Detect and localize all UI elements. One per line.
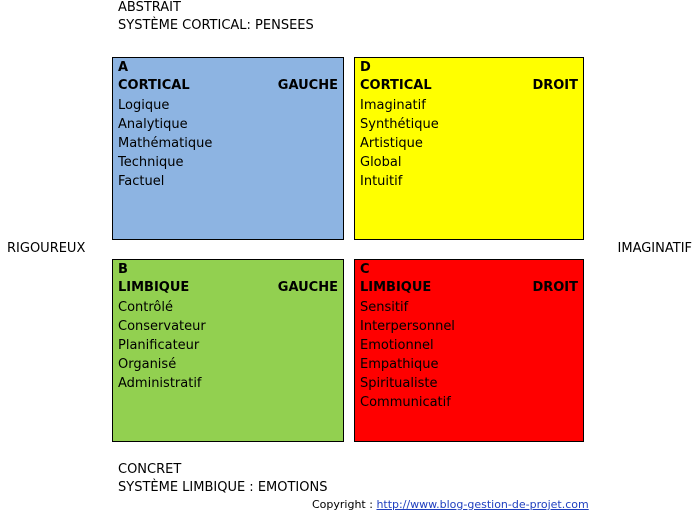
list-item: Global [360, 155, 402, 170]
left-axis-label: RIGOUREUX [7, 241, 86, 256]
quadrant-items [360, 298, 578, 412]
quadrant-a [112, 57, 344, 240]
list-item: Intuitif [360, 174, 403, 189]
quadrant-header [118, 76, 338, 96]
list-item: Planificateur [118, 338, 200, 353]
quadrant-title: CORTICAL [118, 78, 190, 93]
concrete-label: CONCRET [118, 462, 182, 477]
list-item: Communicatif [360, 395, 451, 410]
quadrant-title: LIMBIQUE [360, 280, 432, 295]
quadrant-side: DROIT [532, 78, 578, 93]
list-item: Sensitif [360, 300, 409, 315]
quadrant-header [360, 278, 578, 298]
right-axis-label: IMAGINATIF [617, 241, 692, 256]
bottom-axis-labels [118, 461, 327, 497]
list-item: Contrôlé [118, 300, 173, 315]
list-item: Spiritualiste [360, 376, 438, 391]
quadrant-c [354, 259, 584, 442]
list-item: Technique [118, 155, 184, 170]
quadrant-side: GAUCHE [277, 280, 338, 295]
quadrant-letter: B [118, 262, 128, 277]
list-item: Administratif [118, 376, 202, 391]
quadrant-header [118, 278, 338, 298]
quadrant-letter: D [360, 60, 371, 75]
quadrant-letter: A [118, 60, 129, 75]
list-item: Conservateur [118, 319, 206, 334]
quadrant-b [112, 259, 344, 442]
list-item: Empathique [360, 357, 439, 372]
copyright-notice [312, 498, 589, 512]
quadrant-side: GAUCHE [277, 78, 338, 93]
quadrant-title: CORTICAL [360, 78, 432, 93]
list-item: Organisé [118, 357, 177, 372]
quadrant-d [354, 57, 584, 240]
list-item: Emotionnel [360, 338, 434, 353]
top-axis-labels [118, 0, 314, 35]
list-item: Synthétique [360, 117, 439, 132]
list-item: Logique [118, 98, 170, 113]
quadrant-items [360, 96, 578, 191]
copyright-link[interactable]: http://www.blog-gestion-de-projet.com [376, 498, 589, 511]
limbic-system-label: SYSTÈME LIMBIQUE : EMOTIONS [118, 480, 328, 495]
cortical-system-label: SYSTÈME CORTICAL: PENSEES [118, 18, 314, 33]
copyright-prefix: Copyright : [312, 498, 377, 511]
list-item: Analytique [118, 117, 188, 132]
abstract-label: ABSTRAIT [118, 0, 181, 15]
list-item: Factuel [118, 174, 165, 189]
list-item: Artistique [360, 136, 423, 151]
list-item: Mathématique [118, 136, 213, 151]
list-item: Interpersonnel [360, 319, 455, 334]
quadrant-letter: C [360, 262, 370, 277]
list-item: Imaginatif [360, 98, 426, 113]
quadrant-items [118, 298, 338, 393]
quadrant-title: LIMBIQUE [118, 280, 190, 295]
quadrant-side: DROIT [532, 280, 578, 295]
quadrant-items [118, 96, 338, 191]
quadrant-header [360, 76, 578, 96]
